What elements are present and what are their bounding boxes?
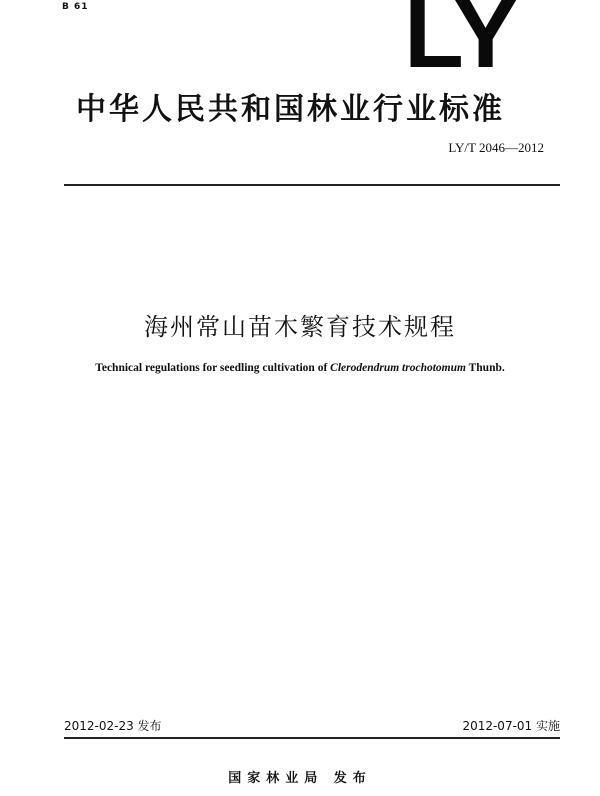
top-divider: [64, 184, 560, 186]
bottom-divider: [64, 737, 560, 739]
english-title-suffix: Thunb.: [465, 362, 505, 374]
issue-date: 2012-02-23 发布: [64, 719, 162, 733]
implementation-date: 2012-07-01 实施: [462, 719, 560, 733]
standard-logo: LY: [404, 0, 517, 88]
publisher: 国家林业局 发布: [228, 771, 372, 786]
english-title: [0, 362, 600, 374]
standard-number: LY/T 2046—2012: [448, 140, 544, 155]
english-title-prefix: Technical regulations for seedling cultivation of: [95, 362, 331, 374]
english-title-species: Clerodendrum trochotomum: [330, 362, 466, 374]
document-title: 海州常山苗木繁育技术规程: [144, 313, 456, 341]
industry-standard-title: 中华人民共和国林业行业标准: [76, 92, 505, 127]
classification-code: B 61: [62, 2, 89, 12]
